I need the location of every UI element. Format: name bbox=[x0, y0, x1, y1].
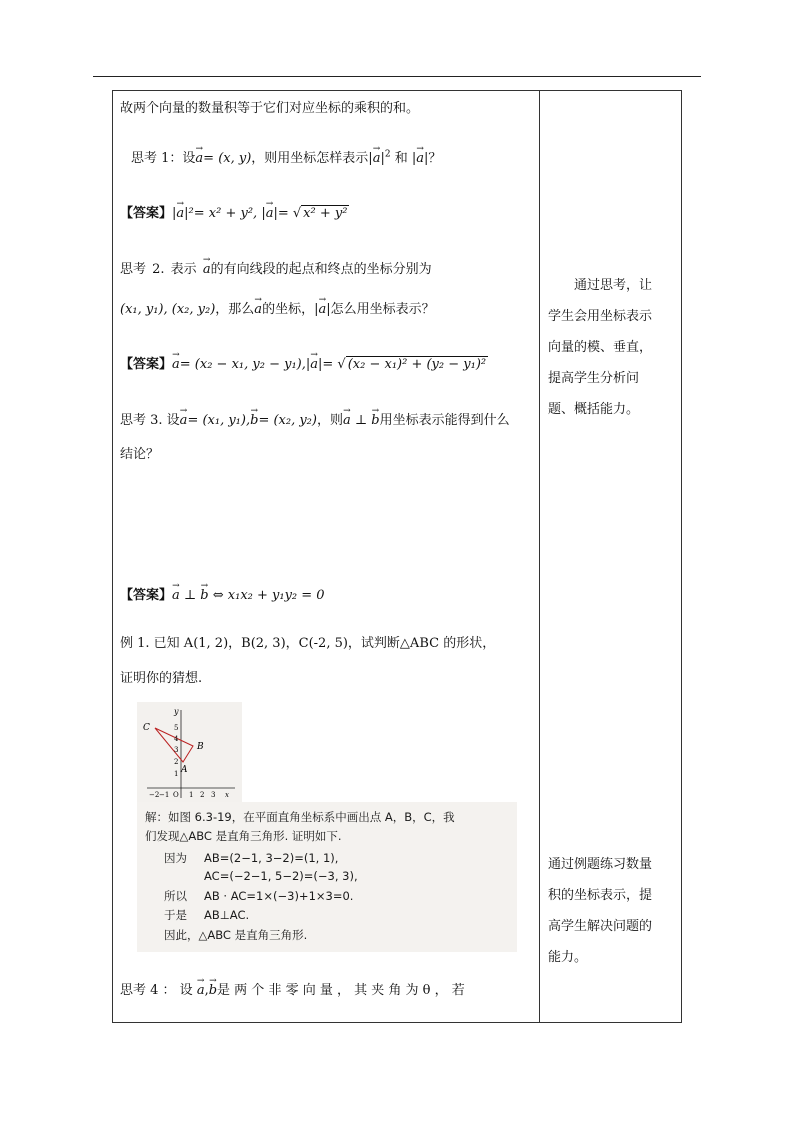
think2-how: 怎么用坐标表示？ bbox=[330, 302, 435, 317]
answer-label: 【答案】 bbox=[120, 206, 173, 221]
think1-eq: = (x, y) bbox=[203, 151, 252, 166]
think2-coords: (x₁, y₁), (x₂, y₂) bbox=[120, 302, 216, 317]
think2-b: 的有向线段的起点和终点的坐标分别为 bbox=[210, 262, 432, 277]
answer-label: 【答案】 bbox=[120, 357, 173, 372]
example1-line2: 证明你的猜想. bbox=[120, 671, 203, 686]
tick-x3: 3 bbox=[211, 791, 216, 799]
vector-a: → a bbox=[197, 983, 205, 999]
vector-a: → a bbox=[172, 588, 180, 604]
solution-line5-expr: AB · AC=1×(−3)+1×3=0. bbox=[204, 889, 354, 903]
think4-b: 是 两 个 非 零 向 量 ， 其 夹 角 为 θ ， 若 bbox=[217, 983, 465, 998]
think1-prefix: 思考 1：设 bbox=[131, 151, 196, 166]
answer-label: 【答案】 bbox=[120, 588, 173, 603]
coordinate-figure bbox=[137, 702, 242, 802]
think2-a: 思考 2. 表示 bbox=[120, 262, 197, 277]
solution-line3-expr: AB=(2−1, 3−2)=(1, 1), bbox=[204, 851, 339, 865]
answer2-sqrt: (x₂ − x₁)² + (y₂ − y₁)² bbox=[347, 357, 487, 372]
label-a: A bbox=[181, 765, 188, 775]
note2-line: 通过例题练习数量 bbox=[548, 857, 653, 872]
think4-a: 思考 4 ： 设 bbox=[120, 983, 193, 998]
think3-line2: 结论？ bbox=[120, 447, 160, 462]
vector-a: → a bbox=[254, 302, 262, 318]
vector-b: → b bbox=[250, 413, 258, 429]
tick-neg1: −1 bbox=[159, 791, 170, 799]
think2-line2: (x₁, y₁), (x₂, y₂)，那么→ a的坐标，|→ a|怎么用坐标表示？ bbox=[120, 302, 435, 318]
answer2-expr: = (x₂ − x₁, y₂ − y₁), bbox=[179, 357, 306, 372]
answer1-sqrt: x² + y² bbox=[303, 206, 348, 221]
vector-b: → b bbox=[371, 413, 379, 429]
vector-b: → b bbox=[209, 983, 217, 999]
solution-line2: 们发现△ABC 是直角三角形. 证明如下. bbox=[145, 829, 342, 843]
label-y: y bbox=[174, 707, 179, 716]
think2-coord: 的坐标， bbox=[262, 302, 315, 317]
vector-a: → a bbox=[310, 357, 318, 373]
note1-line: 题、概括能力。 bbox=[548, 402, 640, 417]
note2-line: 能力。 bbox=[548, 950, 588, 965]
vector-a: → a bbox=[318, 302, 326, 318]
think2-line1 bbox=[120, 262, 432, 278]
label-b: B bbox=[197, 742, 204, 752]
answer1: 【答案】|→ a|²= x² + y², |→ a|= √ x² + y² bbox=[120, 206, 349, 222]
note1-line: 提高学生分析问 bbox=[548, 371, 640, 386]
solution-line7: 因此，△ABC 是直角三角形. bbox=[164, 928, 308, 942]
vector-a: → a bbox=[373, 151, 381, 167]
teaching-note-2 bbox=[548, 849, 676, 973]
tick-4: 4 bbox=[174, 735, 179, 743]
think3-d: ，则 bbox=[316, 413, 343, 428]
think4: 思考 4 ： 设 → a,→ b是 两 个 非 零 向 量 ， 其 夹 角 为 θ ， 若 bbox=[120, 983, 465, 999]
think3-e: 用坐标表示能得到什么 bbox=[379, 413, 510, 428]
think3-c: = (x₂, y₂) bbox=[258, 413, 317, 428]
note1-line: 向量的模、垂直， bbox=[548, 340, 653, 355]
answer3-expr: ⇔ x₁x₂ + y₁y₂ = 0 bbox=[212, 588, 325, 603]
think3-line1: 思考 3. 设→ a= (x₁, y₁),→ b= (x₂, y₂)，则→ a ⊥ → b用坐标表示能得到什么 bbox=[120, 413, 510, 429]
vector-a: → a bbox=[172, 357, 180, 373]
teaching-note-1 bbox=[548, 270, 676, 425]
triangle-graph bbox=[137, 702, 242, 802]
example1-line1: 例 1. 已知 A(1, 2)，B(2, 3)，C(-2, 5)，试判断△ABC 的形状， bbox=[120, 636, 496, 651]
solution-line6-expr: AB⊥AC. bbox=[204, 908, 250, 922]
vector-a: → a bbox=[176, 206, 184, 222]
think3-a: 思考 3. 设 bbox=[120, 413, 180, 428]
tick-3: 3 bbox=[174, 746, 179, 754]
note2-line: 积的坐标表示，提 bbox=[548, 888, 653, 903]
think1: 思考 1：设→ a= (x, y)，则用坐标怎样表示|→ $a|^2$ 和 |→ a|？ bbox=[131, 151, 441, 167]
note1-line: 通过思考，让 bbox=[574, 278, 653, 293]
tick-x1: 1 bbox=[189, 791, 194, 799]
solution-line5-label: 所以 bbox=[164, 889, 187, 903]
tick-neg2: −2 bbox=[149, 791, 160, 799]
label-c: C bbox=[143, 723, 150, 733]
conclusion-line: 故两个向量的数量积等于它们对应坐标的乘积的和。 bbox=[120, 101, 420, 116]
solution-line3-label: 因为 bbox=[164, 851, 187, 865]
think3-b: = (x₁, y₁), bbox=[187, 413, 251, 428]
solution-line1: 解：如图 6.3-19，在平面直角坐标系中画出点 A，B，C，我 bbox=[145, 810, 455, 824]
answer3: 【答案】→ a ⊥ → b ⇔ x₁x₂ + y₁y₂ = 0 bbox=[120, 588, 325, 604]
answer1-expr: |²= x² + y², bbox=[184, 206, 258, 221]
think2-then: ，那么 bbox=[215, 302, 255, 317]
tick-2: 2 bbox=[174, 758, 179, 766]
solution-line4-expr: AC=(−2−1, 5−2)=(−3, 3), bbox=[204, 869, 358, 883]
header-rule bbox=[93, 76, 701, 77]
vector-a: → a bbox=[343, 413, 351, 429]
vector-a: → a bbox=[416, 151, 424, 167]
think1-mid: ，则用坐标怎样表示 bbox=[251, 151, 369, 166]
tick-x2: 2 bbox=[200, 791, 205, 799]
origin-label: O bbox=[173, 791, 179, 799]
triangle-abc bbox=[155, 728, 193, 762]
tick-5: 5 bbox=[174, 724, 179, 732]
note2-line: 高学生解决问题的 bbox=[548, 919, 653, 934]
tick-1: 1 bbox=[174, 770, 179, 778]
vector-a: → a bbox=[195, 151, 203, 167]
solution-line6-label: 于是 bbox=[164, 908, 187, 922]
vector-a: → a bbox=[180, 413, 188, 429]
think1-and: 和 bbox=[394, 151, 408, 166]
answer2: 【答案】→ a= (x₂ − x₁, y₂ − y₁),|→ a|= √ (x₂ − x₁)² + (y₂ − y₁)² bbox=[120, 357, 488, 373]
vector-a: → a bbox=[203, 262, 211, 278]
column-divider bbox=[539, 90, 540, 1023]
vector-b: → b bbox=[200, 588, 208, 604]
note1-line: 学生会用坐标表示 bbox=[548, 309, 653, 324]
think1-end: ？ bbox=[428, 151, 442, 166]
label-x: x bbox=[225, 791, 229, 799]
vector-a: → a bbox=[266, 206, 274, 222]
